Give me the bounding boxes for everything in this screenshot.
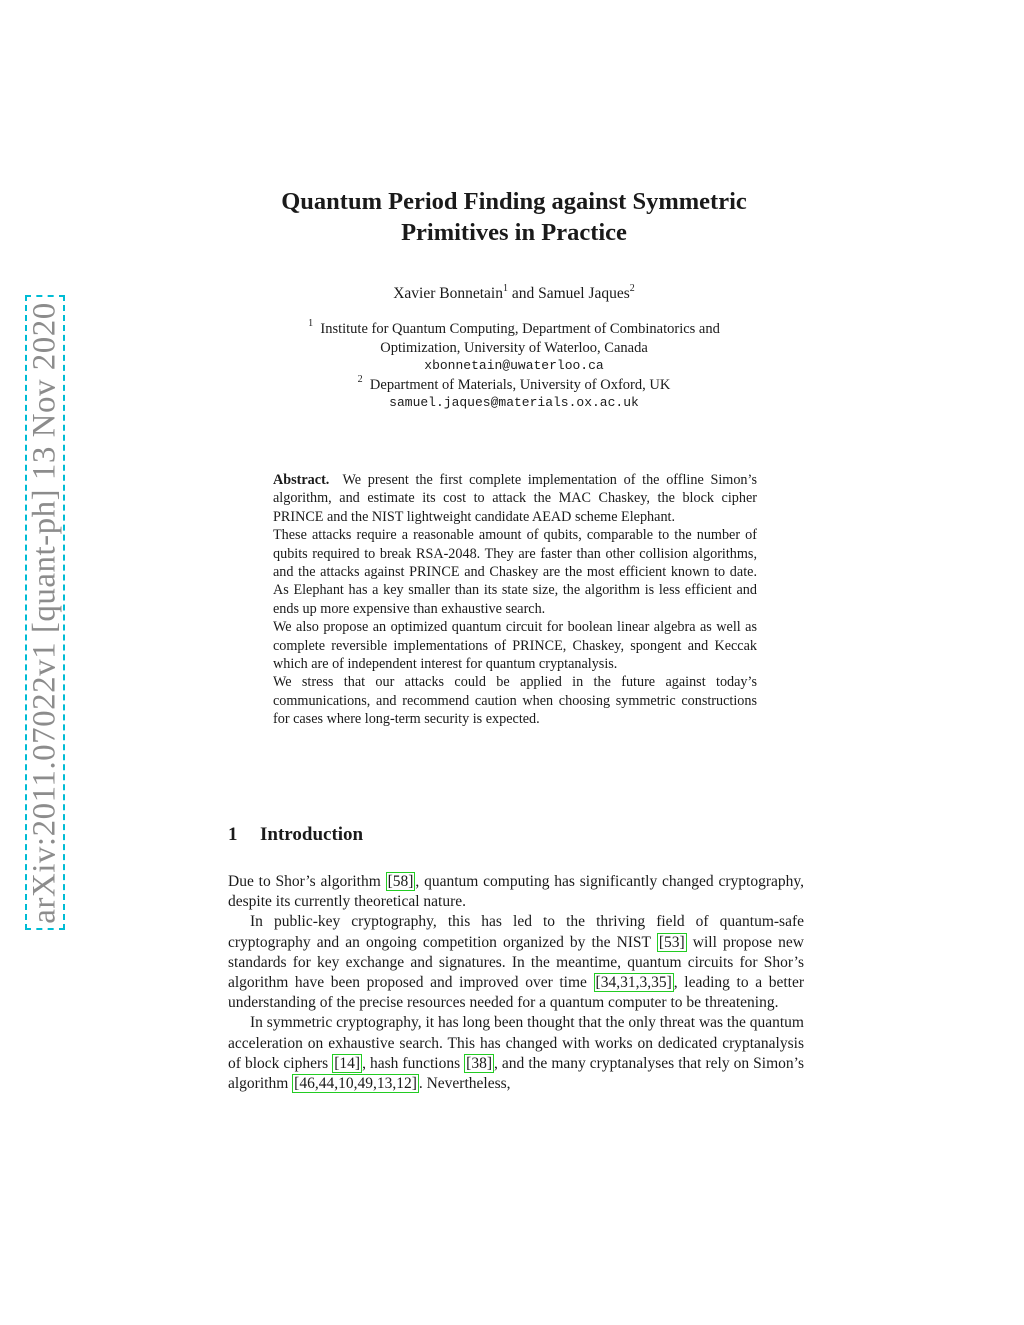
author-affiliation-mark: 2 bbox=[629, 283, 635, 294]
introduction-body bbox=[228, 872, 804, 1094]
body-text: , hash functions bbox=[362, 1054, 465, 1072]
abstract-paragraph: We also propose an optimized quantum circuit for boolean linear algebra as well as complete reversible implementations of PRINCE, Chaskey, spongent and Keccak which are of independent interest for quantum cryptanalysis. bbox=[273, 619, 757, 673]
citation-link[interactable]: [14] bbox=[334, 1054, 361, 1072]
affiliation-2-line-1: Department of Materials, University of Oxford, UK bbox=[369, 376, 671, 393]
author-name: Xavier Bonnetain bbox=[393, 285, 503, 302]
author-name: Samuel Jaques bbox=[538, 285, 630, 302]
citation-link[interactable]: [46,44,10,49,13,12] bbox=[294, 1075, 417, 1093]
abstract-text: We present the first complete implementation of the offline Simon’s algorithm, and estimate its cost to attack the MAC Chaskey, the block cipher PRINCE and the NIST lightweight candidate AEAD scheme Elephant. bbox=[273, 472, 757, 525]
body-text: will propose new standards for key exchange and signatures. In the meantime, quantum circuits for Shor’s algorithm have been proposed and improved over time bbox=[228, 933, 804, 992]
affiliation-mark: 1 bbox=[308, 318, 314, 329]
abstract bbox=[273, 471, 757, 729]
paper-title bbox=[228, 186, 800, 248]
affiliations bbox=[228, 320, 800, 413]
affiliation-1 bbox=[228, 320, 800, 339]
citation-link[interactable]: [34,31,3,35] bbox=[595, 974, 672, 992]
author-affiliation-mark: 1 bbox=[502, 283, 508, 294]
citation-link[interactable]: [53] bbox=[658, 933, 685, 951]
body-paragraph bbox=[228, 872, 804, 912]
body-text: In public-key cryptography, this has led to the thriving field of quantum-safe cryptography and an ongoing competition organized by the NIST bbox=[228, 913, 804, 951]
body-text: , and the many cryptanalyses that rely on Simon’s algorithm bbox=[228, 1054, 804, 1093]
title-line-2: Primitives in Practice bbox=[401, 219, 627, 246]
body-text: , leading to a better understanding of the precise resources needed for a quantum computer to be threatening. bbox=[228, 974, 804, 1012]
abstract-paragraph: These attacks require a reasonable amount of qubits, comparable to the number of qubits required to break RSA-2048. They are faster than other collision algorithms, and the attacks against PRINCE and Chaskey are the most efficient known to date. As Elephant has a key smaller than its state size, the algorithm is less efficient and ends up more expensive than exhaustive search. bbox=[273, 527, 757, 617]
body-paragraph bbox=[228, 912, 804, 1013]
author-conjunction: and bbox=[507, 285, 539, 302]
affiliation-1-line-1: Institute for Quantum Computing, Department of Combinatorics and bbox=[320, 321, 720, 337]
body-text: , quantum computing has significantly changed cryptography, despite its currently theoretical nature. bbox=[228, 873, 804, 911]
body-text: . Nevertheless, bbox=[418, 1075, 511, 1093]
affiliation-2 bbox=[228, 373, 800, 395]
citation-link[interactable]: [38] bbox=[466, 1054, 492, 1072]
affiliation-1-line-2: Optimization, University of Waterloo, Canada bbox=[380, 339, 648, 356]
author-list bbox=[228, 285, 800, 303]
author-1-email[interactable]: xbonnetain@uwaterloo.ca bbox=[424, 358, 604, 373]
section-number: 1 bbox=[228, 824, 238, 845]
section-title: Introduction bbox=[260, 824, 364, 845]
section-heading bbox=[228, 824, 363, 846]
body-paragraph bbox=[228, 1013, 804, 1094]
author-2-email[interactable]: samuel.jaques@materials.ox.ac.uk bbox=[389, 395, 639, 410]
affiliation-mark: 2 bbox=[357, 373, 363, 385]
abstract-paragraph: We stress that our attacks could be applied in the future against today’s communications, and recommend caution when choosing symmetric constructions for cases where long-term security is expected. bbox=[273, 674, 757, 728]
abstract-label: Abstract. bbox=[273, 472, 330, 488]
abstract-paragraph bbox=[273, 471, 757, 526]
citation-link[interactable]: [58] bbox=[387, 873, 414, 890]
body-text: Due to Shor’s algorithm bbox=[228, 873, 386, 890]
body-text: In symmetric cryptography, it has long been thought that the only threat was the quantum acceleration on exhaustive search. This has changed with works on dedicated cryptanalysis of block ciphers bbox=[228, 1014, 804, 1072]
arxiv-stamp bbox=[25, 295, 65, 930]
arxiv-identifier: arXiv:2011.07022v1 [quant-ph] 13 Nov 2020 bbox=[26, 301, 63, 924]
title-line-1: Quantum Period Finding against Symmetric bbox=[281, 188, 747, 215]
